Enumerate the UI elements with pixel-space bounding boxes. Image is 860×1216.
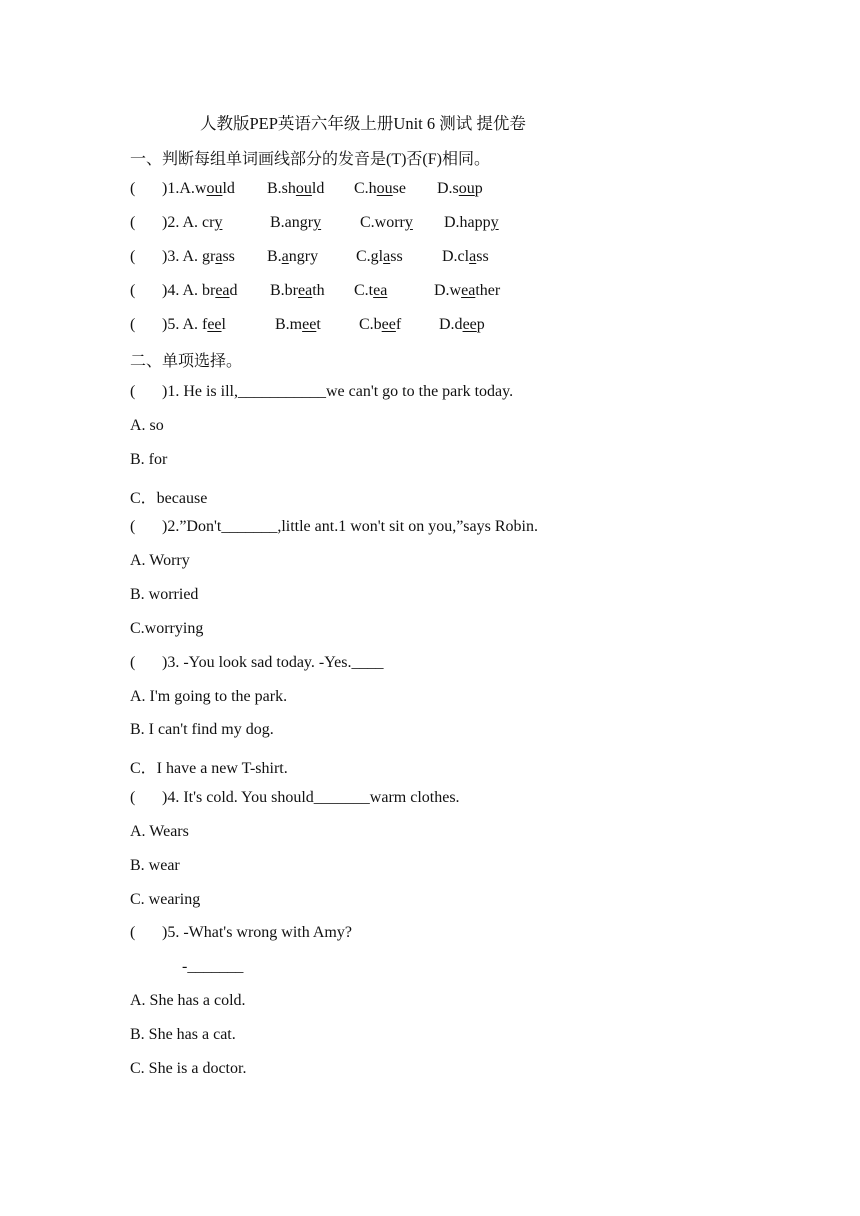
option-a: A. I'm going to the park.	[130, 688, 288, 705]
underlined-part: ou	[206, 180, 223, 197]
question-stem: )5. -What's wrong with Amy?	[162, 924, 352, 941]
option-b: B. worried	[130, 586, 199, 603]
answer-paren: (	[130, 180, 136, 197]
option-b: B. I can't find my dog.	[130, 721, 274, 738]
option-b: B.meet	[275, 316, 321, 333]
answer-paren: (	[130, 282, 136, 299]
item-number: )4. A. br	[162, 282, 216, 299]
option-a: A. Worry	[130, 552, 190, 569]
section-1-heading: 一、判断每组单词画线部分的发音是(T)否(F)相同。	[130, 151, 490, 168]
option-a: A. so	[130, 417, 164, 434]
option-c: C.house	[354, 180, 406, 197]
option-a: A. She has a cold.	[130, 992, 246, 1009]
question-4: ( )4. It's cold. You should_______warm clothes.	[130, 789, 460, 806]
option-c: C．I have a new T-shirt.	[130, 760, 288, 777]
option-b: B.angry	[267, 248, 319, 265]
answer-paren: (	[130, 316, 136, 333]
option-c: C. She is a doctor.	[130, 1060, 247, 1077]
option-c: C．because	[130, 490, 208, 507]
option-b: B. wear	[130, 857, 180, 874]
item-number: )3. A. gr	[162, 248, 216, 265]
page-title: 人教版PEP英语六年级上册Unit 6 测试 提优卷	[200, 114, 526, 133]
word-rest: ss	[222, 248, 235, 265]
option-b: B.breath	[270, 282, 325, 299]
word-rest: l	[221, 316, 226, 333]
reply-blank: -_______	[182, 958, 244, 975]
option-a: A. Wears	[130, 823, 189, 840]
phonics-item-1	[130, 180, 483, 198]
question-1: ( )1. He is ill,___________we can't go to the park today.	[130, 383, 514, 400]
answer-paren: (	[130, 214, 136, 231]
question-stem: )1. He is ill,___________we can't go to the park today.	[162, 383, 514, 400]
item-number: )5. A. f	[162, 316, 208, 333]
word-rest: d	[229, 282, 238, 299]
option-d: D.weather	[434, 282, 501, 299]
item-number: )2. A. cr	[162, 214, 215, 231]
question-2: ( )2.”Don't_______,little ant.1 won't sit on you,”says Robin.	[130, 518, 538, 535]
underlined-part: y	[214, 214, 223, 231]
option-c: C.worry	[360, 214, 413, 231]
option-b: B. She has a cat.	[130, 1026, 236, 1043]
item-number: )1.A.w	[162, 180, 207, 197]
option-c: C.worrying	[130, 620, 204, 637]
underlined-part: ee	[207, 316, 222, 333]
option-c: C. wearing	[130, 891, 201, 908]
section-2-heading: 二、单项选择。	[130, 353, 243, 370]
option-c: C.glass	[356, 248, 403, 265]
question-stem: )2.”Don't_______,little ant.1 won't sit on you,”says Robin.	[162, 518, 538, 535]
underlined-part: ea	[215, 282, 230, 299]
option-b: B.should	[267, 180, 325, 197]
option-b: B. for	[130, 451, 168, 468]
phonics-item-5	[130, 316, 485, 334]
question-3: ( )3. -You look sad today. -Yes.____	[130, 654, 384, 671]
phonics-item-3	[130, 248, 489, 266]
word-rest: ld	[222, 180, 235, 197]
option-c: C.beef	[359, 316, 402, 333]
option-c: C.tea	[354, 282, 388, 299]
question-stem: )3. -You look sad today. -Yes.____	[162, 654, 384, 671]
option-d: D.deep	[439, 316, 485, 333]
question-stem: )4. It's cold. You should_______warm clothes.	[162, 789, 460, 806]
option-b: B.angry	[270, 214, 322, 231]
question-5: ( )5. -What's wrong with Amy?	[130, 924, 352, 941]
underlined-part: a	[215, 248, 223, 265]
phonics-item-4	[130, 282, 501, 300]
option-d: D.happy	[444, 214, 499, 231]
answer-paren: (	[130, 248, 136, 265]
phonics-item-2	[130, 214, 499, 232]
option-d: D.soup	[437, 180, 483, 197]
option-d: D.class	[442, 248, 489, 265]
